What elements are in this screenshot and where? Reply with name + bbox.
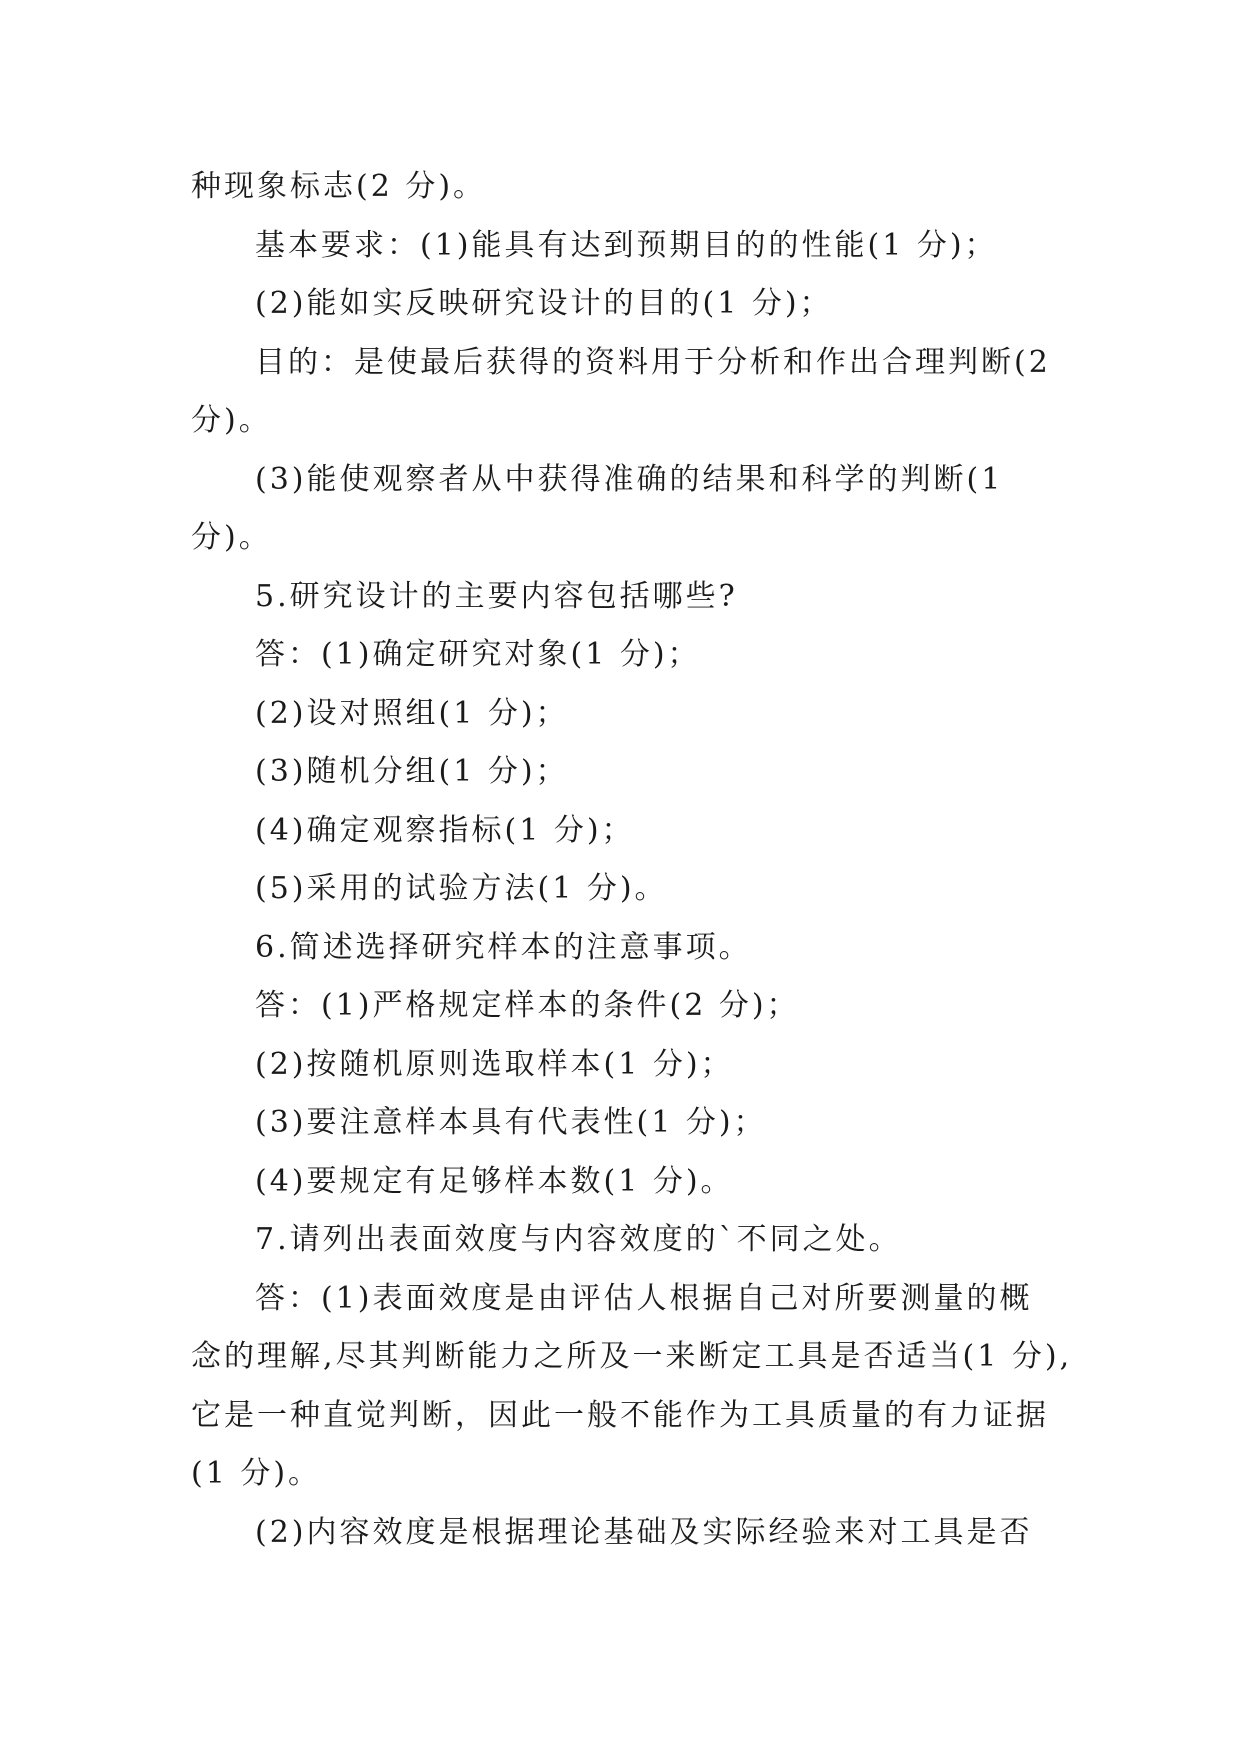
answer-line: (3)要注意样本具有代表性(1 分)； (255, 1105, 767, 1140)
answer-line: 答：(1)表面效度是由评估人根据自己对所要测量的概 (255, 1280, 1033, 1316)
question-heading: 7.请列出表面效度与内容效度的`不同之处。 (255, 1222, 902, 1257)
answer-line: (2)按随机原则选取样本(1 分)； (255, 1046, 734, 1082)
answer-line: (2)内容效度是根据理论基础及实际经验来对工具是否 (255, 1514, 1033, 1550)
text-line: (2)能如实反映研究设计的目的(1 分)； (255, 286, 833, 321)
answer-line: (4)确定观察指标(1 分)； (255, 812, 635, 848)
answer-line: (2)设对照组(1 分)； (255, 695, 569, 731)
document-page (191, 158, 1073, 1562)
question-heading: 5.研究设计的主要内容包括哪些? (255, 578, 738, 614)
question-heading: 6.简述选择研究样本的注意事项。 (255, 929, 752, 965)
text-line: 种现象标志(2 分)。 (191, 169, 487, 204)
text-line: 它是一种直觉判断，因此一般不能作为工具质量的有力证据 (191, 1397, 1049, 1433)
answer-line: (3)随机分组(1 分)； (255, 754, 569, 789)
answer-line: 答：(1)确定研究对象(1 分)； (255, 637, 701, 672)
answer-line: 答：(1)严格规定样本的条件(2 分)； (255, 988, 800, 1023)
answer-line: (4)要规定有足够样本数(1 分)。 (255, 1163, 734, 1199)
text-line: 分)。 (191, 520, 272, 555)
text-line: (3)能使观察者从中获得准确的结果和科学的判断(1 (255, 461, 1004, 497)
text-line: 基本要求：(1)能具有达到预期目的的性能(1 分)； (255, 227, 998, 263)
text-line: 目的：是使最后获得的资料用于分析和作出合理判断(2 (255, 344, 1051, 380)
text-line: (1 分)。 (191, 1456, 322, 1491)
text-line: 念的理解,尽其判断能力之所及一来断定工具是否适当(1 分), (191, 1339, 1073, 1374)
answer-line: (5)采用的试验方法(1 分)。 (255, 871, 668, 906)
text-line: 分)。 (191, 403, 272, 438)
